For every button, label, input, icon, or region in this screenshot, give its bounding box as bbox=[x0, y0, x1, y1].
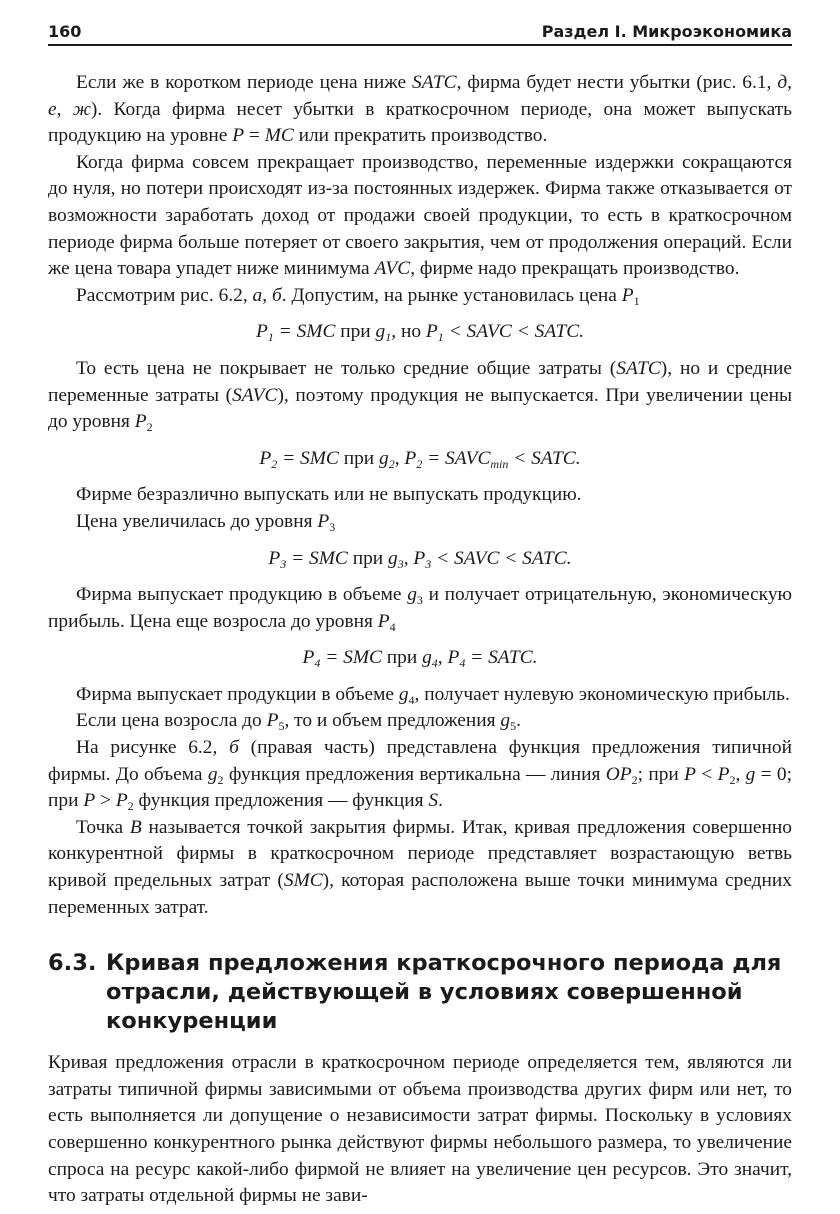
paragraph-7: Фирма выпускает продукцию в объеме $g_3$ и получает отрицательную, экономическую прибыль. Цена еще возросла до уровня $P_4$ bbox=[48, 584, 793, 634]
paragraph-10: На рисунке 6.2, б (правая часть) представлена функция предложения типичной фирмы. До объема $g_2$ функция предложения вертикальна — линия $OP_2$; при $P < P_2$, g = 0; при $P > P_2$ функция предложения — функция S. bbox=[48, 737, 792, 814]
paragraph-4: То есть цена не покрывает не только средние общие затраты (SATC), но и средние переменные затраты (SAVC), поэтому продукция не выпускается. При увеличении цены до уровня $P_2$ bbox=[48, 357, 792, 435]
formula-1: $P_1$ = SMC при $g_1$, но $P_1$ < SAVC < SATC. bbox=[255, 321, 585, 345]
section-title-header: Раздел I. Микроэкономика bbox=[541, 22, 792, 41]
running-head bbox=[48, 22, 792, 46]
paragraph-12: Кривая предложения отрасли в краткосрочном периоде определяется тем, являются ли затраты типичной фирмы зависимыми от объема производства других фирм или нет, то есть выполняется ли допущение о независимости затрат фирмы. Поскольку в условиях совершенно конкурентного рынка действуют фирмы небольшого размера, то увеличение спроса на ресурс какой-либо фирмой не влияет на увеличение цен ресурсов. Это значит, что затраты отдельной фирмы не зави- bbox=[48, 1052, 792, 1207]
section-number: 6.3. bbox=[48, 950, 97, 977]
formula-2: $P_2$ = SMC при $g_2$, $P_2$ = $SAVC_{min}$ < SATC. bbox=[259, 447, 581, 471]
formula-4: $P_4$ = SMC при $g_4$, $P_4$ = SATC. bbox=[302, 647, 538, 671]
formula-3: $P_3$ = SMC при $g_3$, $P_3$ < SAVC < SATC. bbox=[268, 547, 572, 571]
page bbox=[48, 22, 792, 1210]
section-title: Кривая предложения краткосрочного периода для отрасли, действующей в условиях совершенной конкуренции bbox=[106, 950, 782, 1035]
paragraph-8: Фирма выпускает продукции в объеме $g_4$, получает нулевую экономическую прибыль. bbox=[76, 683, 790, 707]
page-body bbox=[48, 70, 792, 1210]
paragraph-1: Если же в коротком периоде цена ниже SATC, фирма будет нести убытки (рис. 6.1, д, е, ж). Когда фирма несет убытки в краткосрочном периоде, она может выпускать продукцию на уровне P = MC или прекратить производство. bbox=[48, 72, 793, 147]
paragraph-3: Рассмотрим рис. 6.2, а, б. Допустим, на рынке установилась цена $P_1$ bbox=[76, 284, 640, 308]
paragraph-6: Цена увеличилась до уровня $P_3$ bbox=[76, 510, 336, 534]
section-heading bbox=[48, 949, 792, 1036]
page-number: 160 bbox=[48, 22, 82, 41]
paragraph-5: Фирме безразлично выпускать или не выпускать продукцию. bbox=[76, 484, 582, 506]
paragraph-2: Когда фирма совсем прекращает производство, переменные издержки сокращаются до нуля, но потери происходят из-за постоянных издержек. Фирма также отказывается от возможности заработать доход от продажи своей продукции, то есть в краткосрочном периоде фирма больше потеряет от своего закрытия, чем от продолжения операций. Если же цена товара упадет ниже минимума AVC, фирме надо прекращать производство. bbox=[48, 151, 792, 280]
paragraph-11: Точка B называется точкой закрытия фирмы. Итак, кривая предложения совершенно конкурентной фирмы в краткосрочном периоде представляет возрастающую ветвь кривой предельных затрат (SMC), которая расположена выше точки минимума средних переменных затрат. bbox=[48, 816, 792, 918]
paragraph-9: Если цена возросла до $P_5$, то и объем предложения $g_5$. bbox=[76, 710, 521, 734]
